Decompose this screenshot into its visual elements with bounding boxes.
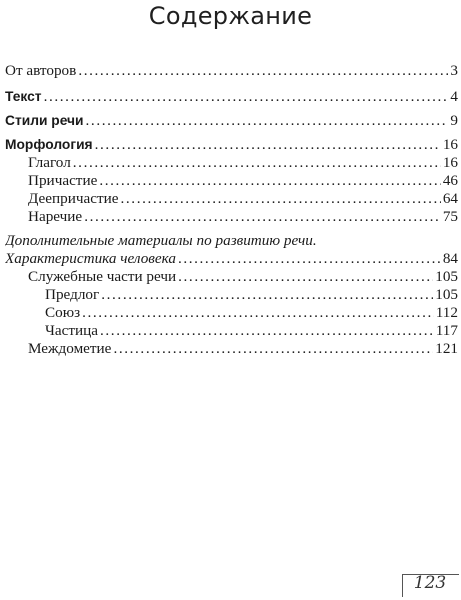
- toc-entry-page: 9: [450, 112, 458, 129]
- toc-entry-label: Текст: [5, 89, 42, 104]
- toc-entry-gerund[interactable]: [5, 190, 458, 208]
- toc-entry-label: Служебные части речи: [28, 268, 177, 285]
- toc-entry-label: Частица: [45, 322, 98, 339]
- toc-entry-label: Стили речи: [5, 113, 84, 128]
- toc-entry-label: Характеристика человека: [5, 250, 176, 267]
- toc-entry-preposition[interactable]: [5, 286, 458, 304]
- leader-dots: [99, 172, 440, 190]
- toc-entry-label: Деепричастие: [28, 190, 119, 207]
- toc-entry-label: Предлог: [45, 286, 100, 303]
- toc-entry-page: 121: [435, 340, 458, 357]
- toc-entry-label: Союз: [45, 304, 81, 321]
- toc-entry-page: 84: [442, 250, 458, 267]
- toc-entry-person-description[interactable]: [5, 250, 458, 268]
- leader-dots: [82, 304, 434, 322]
- toc-entry-page: 64: [442, 190, 458, 207]
- toc-entry-page: 16: [442, 154, 458, 171]
- toc-entry-label: Наречие: [28, 208, 83, 225]
- leader-dots: [178, 250, 441, 268]
- toc-entry-participle[interactable]: [5, 172, 458, 190]
- table-of-contents: [5, 62, 458, 358]
- leader-dots: [84, 208, 441, 226]
- toc-entry-interjection[interactable]: [5, 340, 458, 358]
- page-title: Содержание: [148, 2, 313, 30]
- leader-dots: [95, 136, 441, 154]
- toc-entry-label: От авторов: [5, 62, 77, 79]
- toc-entry-label: Причастие: [28, 172, 98, 189]
- toc-entry-page: 117: [435, 322, 458, 339]
- toc-entry-label: Междометие: [28, 340, 112, 357]
- toc-entry-text[interactable]: [5, 88, 458, 106]
- toc-entry-function-words[interactable]: [5, 268, 458, 286]
- toc-entry-authors[interactable]: [5, 62, 458, 80]
- toc-entry-page: 105: [435, 286, 458, 303]
- toc-entry-label: Дополнительные материалы по развитию речи.: [5, 232, 317, 249]
- toc-entry-page: 4: [450, 88, 458, 105]
- toc-entry-page: 75: [442, 208, 458, 225]
- toc-entry-page: 105: [435, 268, 458, 285]
- leader-dots: [178, 268, 433, 286]
- toc-entry-adverb[interactable]: [5, 208, 458, 226]
- toc-entry-label: Морфология: [5, 137, 93, 152]
- leader-dots: [101, 286, 433, 304]
- leader-dots: [100, 322, 434, 340]
- leader-dots: [86, 112, 449, 130]
- leader-dots: [44, 88, 449, 106]
- leader-dots: [113, 340, 433, 358]
- toc-entry-page: 16: [442, 136, 458, 153]
- toc-entry-conjunction[interactable]: [5, 304, 458, 322]
- toc-entry-particle[interactable]: [5, 322, 458, 340]
- page-number: 123: [413, 573, 447, 593]
- leader-dots: [78, 62, 448, 80]
- toc-entry-speech-styles[interactable]: [5, 112, 458, 130]
- toc-entry-morphology[interactable]: [5, 136, 458, 154]
- toc-entry-extra-materials[interactable]: [5, 232, 458, 250]
- toc-entry-page: 3: [450, 62, 458, 79]
- toc-entry-label: Глагол: [28, 154, 71, 171]
- leader-dots: [73, 154, 441, 172]
- toc-entry-page: 46: [442, 172, 458, 189]
- toc-entry-page: 112: [435, 304, 458, 321]
- toc-entry-verb[interactable]: [5, 154, 458, 172]
- leader-dots: [121, 190, 441, 208]
